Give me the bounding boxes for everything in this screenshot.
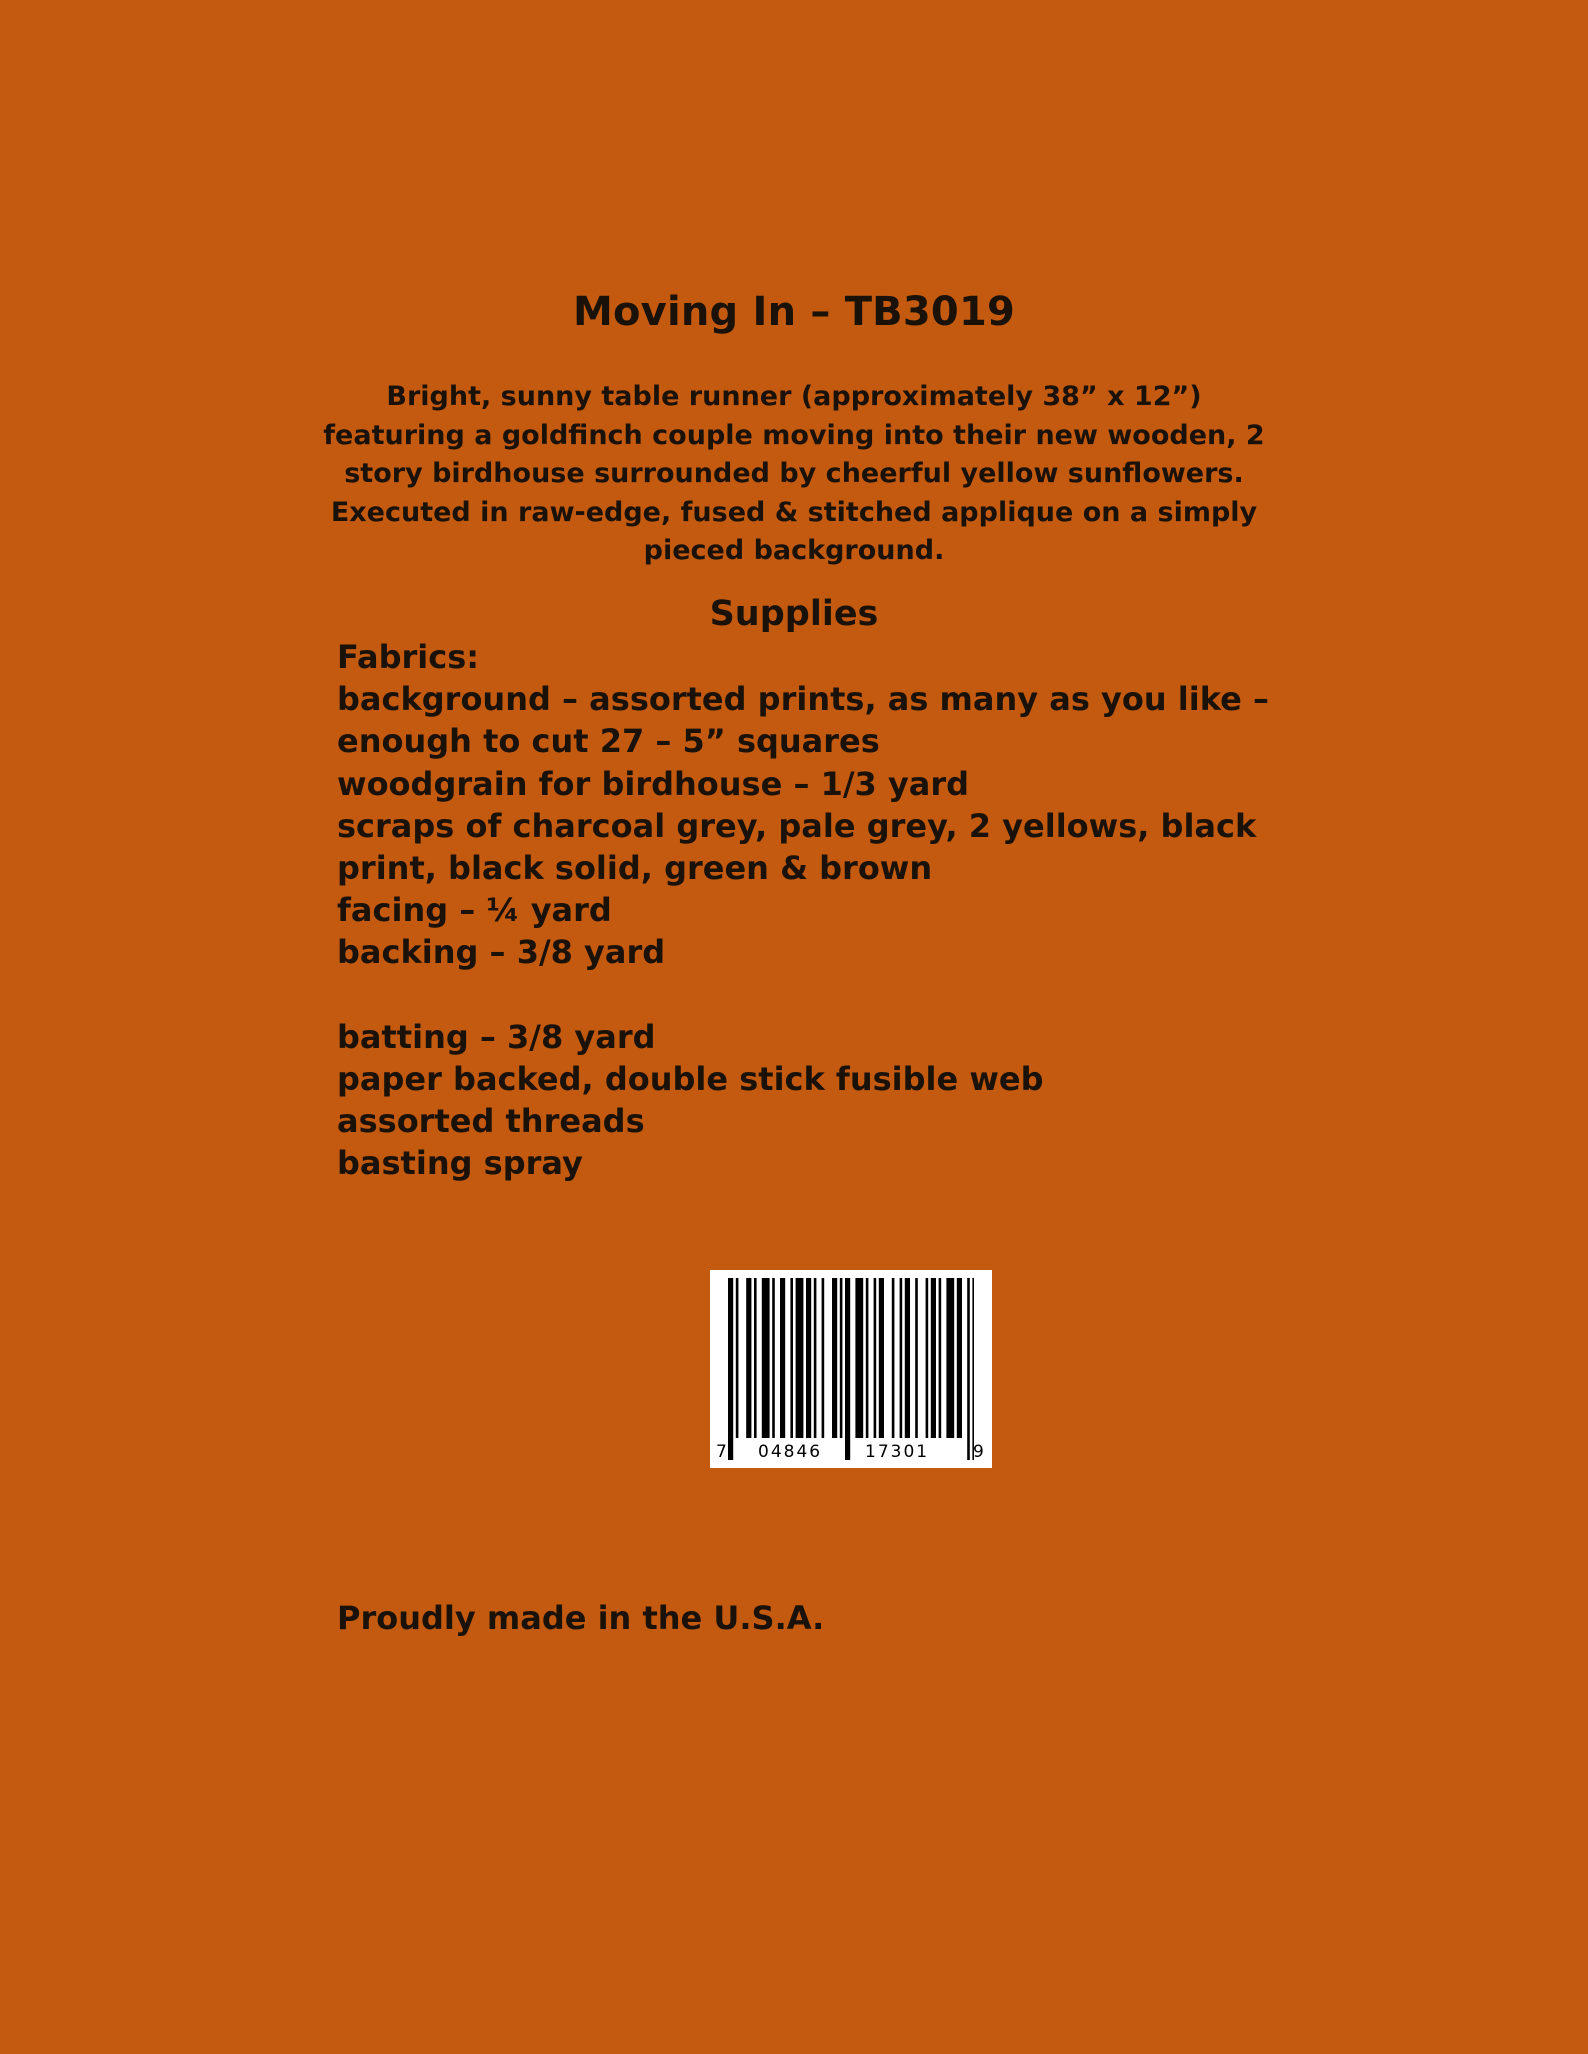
barcode-bar bbox=[822, 1278, 825, 1438]
barcode-bar bbox=[762, 1278, 770, 1438]
barcode-digit-left: 7 bbox=[716, 1442, 729, 1462]
list-spacer bbox=[337, 974, 1337, 1016]
supply-item: backing – 3/8 yard bbox=[337, 933, 666, 972]
supply-item: batting – 3/8 yard bbox=[337, 1017, 656, 1056]
barcode-bar bbox=[900, 1278, 903, 1438]
supply-item: basting spray bbox=[337, 1144, 583, 1183]
barcode-bar bbox=[866, 1278, 869, 1438]
description-line: featuring a goldfinch couple moving into their new wooden, 2 bbox=[323, 419, 1265, 451]
supplies-list bbox=[337, 636, 1337, 1185]
supply-item: background – assorted prints, as many as you like – bbox=[337, 680, 1269, 719]
barcode-bar bbox=[926, 1278, 929, 1438]
supply-item: assorted threads bbox=[337, 1102, 645, 1141]
supplies-heading: Supplies bbox=[709, 594, 879, 634]
barcode-bar bbox=[746, 1278, 751, 1438]
barcode-bar bbox=[892, 1278, 895, 1438]
barcode-bars bbox=[710, 1270, 992, 1468]
pattern-description bbox=[300, 378, 1288, 571]
barcode-bar bbox=[931, 1278, 936, 1438]
barcode-bar bbox=[874, 1278, 877, 1438]
description-line: Bright, sunny table runner (approximately 38” x 12”) bbox=[386, 381, 1202, 412]
description-line: Executed in raw-edge, fused & stitched applique on a simply bbox=[330, 496, 1258, 528]
barcode-bar bbox=[972, 1278, 974, 1460]
barcode-bar bbox=[736, 1278, 739, 1438]
supply-item: enough to cut 27 – 5” squares bbox=[337, 722, 880, 761]
supply-item: woodgrain for birdhouse – 1/3 yard bbox=[337, 764, 970, 803]
barcode-bar bbox=[845, 1278, 850, 1460]
barcode-bar bbox=[939, 1278, 942, 1438]
barcode-bar bbox=[840, 1278, 843, 1438]
supply-item: print, black solid, green & brown bbox=[337, 849, 933, 888]
fabrics-label: Fabrics: bbox=[337, 638, 480, 676]
barcode-bar bbox=[772, 1278, 775, 1438]
made-in-usa-text: Proudly made in the U.S.A. bbox=[337, 1599, 825, 1637]
barcode-bar bbox=[855, 1278, 863, 1438]
barcode-bar bbox=[832, 1278, 837, 1438]
barcode-digits-group1: 04846 bbox=[758, 1442, 823, 1462]
barcode-bar bbox=[806, 1278, 811, 1438]
barcode-bar bbox=[754, 1278, 757, 1438]
barcode-digits-group2: 17301 bbox=[865, 1442, 930, 1462]
barcode-bar bbox=[915, 1278, 918, 1438]
supply-item: scraps of charcoal grey, pale grey, 2 yellows, black bbox=[337, 806, 1257, 845]
barcode-bar bbox=[728, 1278, 733, 1460]
barcode-bar bbox=[905, 1278, 910, 1438]
barcode-bar bbox=[780, 1278, 785, 1438]
barcode-bar bbox=[814, 1278, 817, 1438]
pattern-title: Moving In – TB3019 bbox=[572, 289, 1016, 335]
description-line: story birdhouse surrounded by cheerful yellow sunflowers. bbox=[344, 458, 1244, 489]
barcode-bar bbox=[790, 1278, 793, 1438]
barcode-digit-right: 9 bbox=[973, 1442, 986, 1462]
description-line: pieced background. bbox=[643, 535, 945, 566]
barcode-bar bbox=[946, 1278, 954, 1438]
barcode-bar bbox=[796, 1278, 804, 1438]
barcode-bar bbox=[957, 1278, 962, 1438]
supply-item: paper backed, double stick fusible web bbox=[337, 1060, 1044, 1099]
barcode bbox=[710, 1270, 992, 1468]
barcode-bar bbox=[879, 1278, 884, 1438]
supply-item: facing – ¼ yard bbox=[337, 891, 612, 930]
barcode-bar bbox=[967, 1278, 970, 1460]
